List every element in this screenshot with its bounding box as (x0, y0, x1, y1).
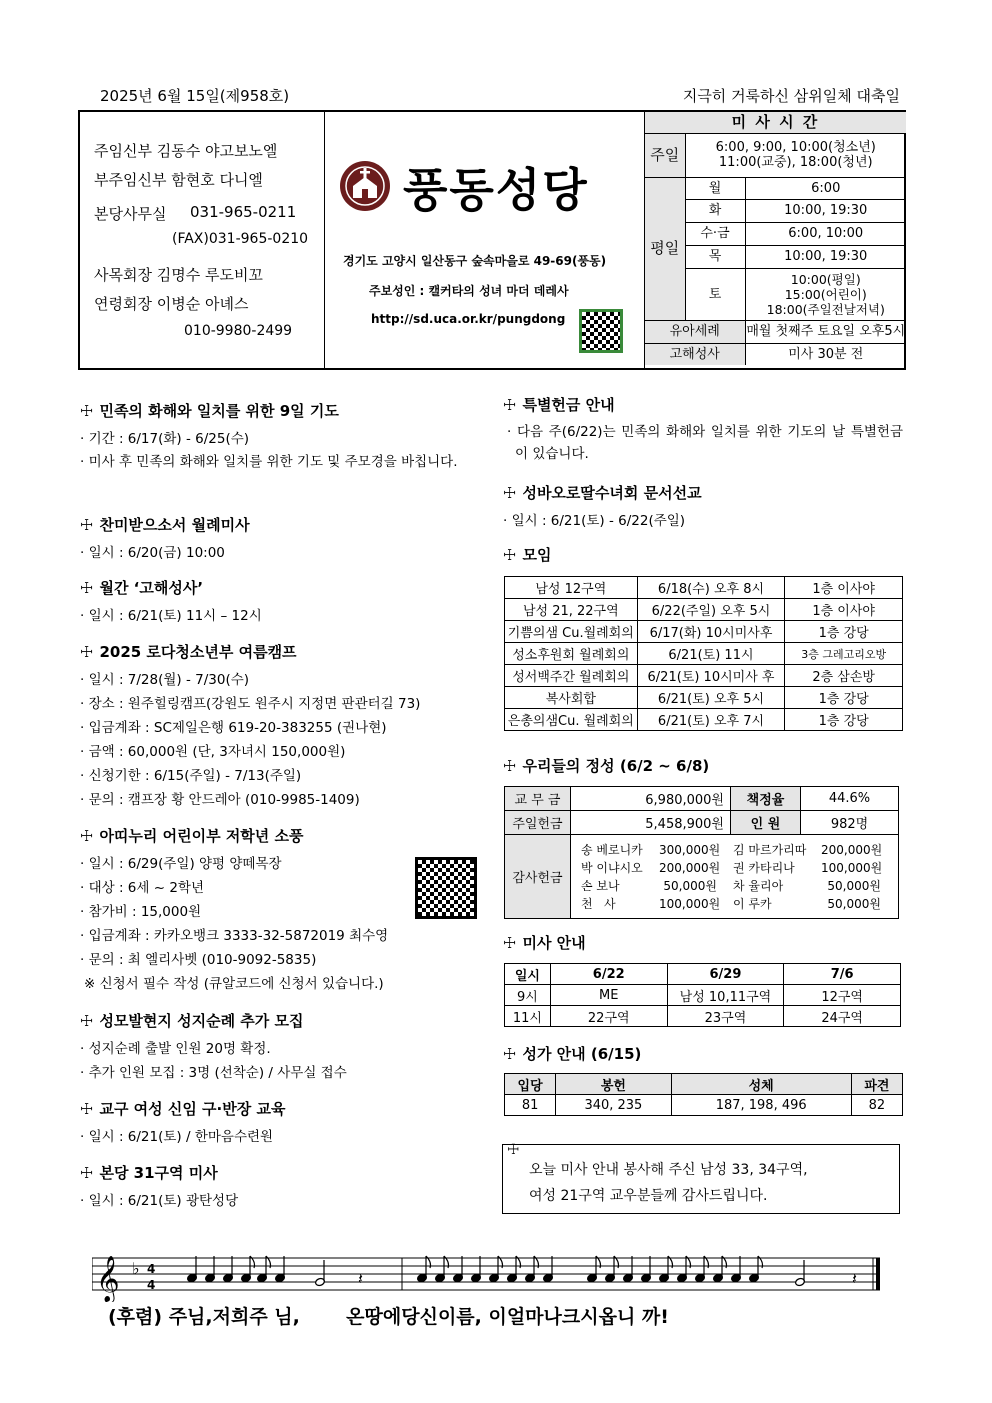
picnic-note: ※ 신청서 필수 작성 (큐알코드에 신청서 있습니다.) (84, 976, 384, 992)
section-prayer-title: ☩ 민족의 화해와 일치를 위한 9일 기도 (80, 402, 339, 420)
table-cell: 187, 198, 496 (671, 1095, 851, 1116)
table-cell: 1층 이사야 (785, 599, 903, 621)
donor-cell: 200,000원 (659, 860, 721, 875)
table-cell: 1층 강당 (785, 621, 903, 643)
mass-guide-table (504, 963, 901, 1027)
table-header-row (505, 1074, 903, 1095)
thanks-box (502, 1144, 900, 1214)
section-confession-title: ☩ 월간 ‘고해성사’ (80, 579, 204, 597)
cross-icon: ☩ (503, 757, 517, 775)
donor-cell: 100,000원 (821, 860, 883, 875)
table-row (505, 665, 903, 687)
cross-icon: ☩ (80, 643, 94, 661)
table-cell: 6/17(화) 10시미사후 (637, 621, 785, 643)
table-cell: 남성 10,11구역 (667, 985, 784, 1006)
table-row (505, 709, 903, 731)
picnic-qr-code-icon[interactable] (415, 857, 477, 919)
donor-cell: 100,000원 (659, 896, 721, 911)
sunday-times-2: 11:00(교중), 18:00(청년) (718, 155, 873, 170)
sunday-times (685, 133, 906, 177)
training-date: · 일시 : 6/21(토) / 한마음수련원 (80, 1129, 274, 1145)
table-header-cell: 일시 (505, 964, 551, 985)
feast-title: 지극히 거룩하신 삼위일체 대축일 (682, 87, 900, 105)
table-row (505, 1095, 903, 1116)
camp-account: · 입금계좌 : SC제일은행 619-20-383255 (권나현) (80, 720, 387, 736)
section-mass-guide-title: ☩ 미사 안내 (503, 934, 586, 952)
weekday-thu-time: 10:00, 19:30 (745, 245, 906, 268)
church-logo-icon (339, 160, 391, 212)
section-pilgrimage (80, 1010, 490, 1085)
tithe-label: 교 무 금 (505, 787, 571, 811)
prayer-period: · 기간 : 6/17(화) - 6/25(수) (80, 431, 250, 447)
section-special-offering-title: ☩ 특별헌금 안내 (503, 396, 615, 414)
thanks-line-1: 오늘 미사 안내 봉사해 주신 남성 33, 34구역, (529, 1162, 808, 1178)
section-offerings-title: ☩ 우리들의 정성 (6/2 ~ 6/8) (503, 757, 710, 775)
donor-cell: 200,000원 (821, 842, 883, 857)
table-cell: 기쁨의샘 Cu.월례회의 (505, 621, 638, 643)
cross-icon: ☩ (80, 1100, 94, 1118)
table-cell: 남성 21, 22구역 (505, 599, 638, 621)
district-mass-date: · 일시 : 6/21(토) 광탄성당 (80, 1193, 239, 1209)
office-label: 본당사무실 (94, 205, 167, 223)
cross-icon: ☩ (503, 1045, 517, 1063)
section-daughters-st-paul (503, 482, 903, 533)
camp-place: · 장소 : 원주힐링캠프(강원도 원주시 지정면 판관터길 73) (80, 696, 421, 712)
office-tel: 031-965-0211 (190, 203, 297, 221)
table-row (505, 577, 903, 599)
donor-cell: 50,000원 (827, 896, 881, 911)
camp-date: · 일시 : 7/28(월) - 7/30(수) (80, 672, 250, 688)
thanks-line-2: 여성 21구역 교우분들께 감사드립니다. (529, 1188, 768, 1204)
staff-info (80, 112, 325, 368)
header-box (78, 110, 906, 370)
parish-url: http://sd.uca.or.kr/pungdong (371, 312, 566, 326)
federation-president: 연령회장 이병순 아녜스 (94, 295, 249, 313)
mass-times-panel (645, 112, 906, 368)
parish-info (325, 112, 645, 368)
table-row (505, 621, 903, 643)
music-lyrics: (후렴) 주님,저희주 님, 온땅에당신이름, 이얼마나크시옵니 까! (108, 1306, 669, 1328)
donor-cell: 손 보나 (581, 878, 620, 893)
thanks-offering-label: 감사헌금 (505, 835, 571, 919)
weekday-wed-fri: 수·금 (685, 222, 745, 245)
svg-text:4: 4 (147, 1278, 156, 1292)
weekday-sat-times (745, 268, 906, 320)
cross-icon: ☩ (503, 396, 517, 414)
weekday-tue-time: 10:00, 19:30 (745, 199, 906, 222)
section-district-mass-title: ☩ 본당 31구역 미사 (80, 1164, 218, 1182)
table-cell: 11시 (505, 1006, 551, 1027)
svg-text:4: 4 (147, 1262, 156, 1276)
council-president: 사목회장 김명수 루도비꼬 (94, 266, 263, 284)
weekday-mon: 월 (685, 177, 745, 199)
thanks-cross-icon: ☩ (507, 1142, 520, 1158)
table-row (505, 687, 903, 709)
donor-row (581, 859, 888, 877)
donor-list (571, 835, 899, 919)
table-cell: 1층 강당 (785, 709, 903, 731)
table-header-cell: 봉헌 (556, 1074, 671, 1095)
weekday-thu: 목 (685, 245, 745, 268)
donor-row (581, 841, 888, 859)
cross-icon: ☩ (503, 934, 517, 952)
table-header-row (505, 964, 901, 985)
meetings-table (504, 576, 903, 731)
pilgrimage-confirmed: · 성지순례 출발 인원 20명 확정. (80, 1041, 271, 1057)
section-hymns-title: ☩ 성가 안내 (6/15) (503, 1045, 642, 1063)
confession-label: 고해성사 (645, 343, 745, 365)
sunday-offering-value: 5,458,900원 (571, 811, 731, 835)
donor-cell: 300,000원 (659, 842, 721, 857)
section-training (80, 1098, 490, 1149)
table-cell: 복사회합 (505, 687, 638, 709)
table-cell: 6/21(토) 11시 (637, 643, 785, 665)
table-cell: 6/21(토) 오후 7시 (637, 709, 785, 731)
sunday-offering-label: 주일헌금 (505, 811, 571, 835)
pastor: 주임신부 김동수 야고보노엘 (94, 142, 278, 160)
section-meetings-title: ☩ 모임 (503, 546, 552, 564)
cross-icon: ☩ (80, 579, 94, 597)
picnic-fee: · 참가비 : 15,000원 (80, 904, 202, 920)
cross-icon: ☩ (80, 402, 94, 420)
daughters-date: · 일시 : 6/21(토) - 6/22(주일) (503, 513, 686, 529)
donor-row (581, 877, 888, 895)
picnic-target: · 대상 : 6세 ~ 2학년 (80, 880, 204, 896)
table-header-cell: 7/6 (784, 964, 901, 985)
mass-times-table (645, 112, 906, 365)
section-laudato-title: ☩ 찬미받으소서 월례미사 (80, 516, 250, 534)
table-cell: 82 (851, 1095, 902, 1116)
camp-contact: · 문의 : 캠프장 황 안드레아 (010-9985-1409) (80, 792, 360, 808)
cross-icon: ☩ (80, 516, 94, 534)
weekday-tue: 화 (685, 199, 745, 222)
sat-time-2: 15:00(어린이) (784, 286, 867, 302)
baptism-time: 매월 첫째주 토요일 오후5시 (745, 320, 906, 343)
rest-icon: 𝄽 (852, 1269, 857, 1288)
table-cell: 24구역 (784, 1006, 901, 1027)
rest-icon: 𝄽 (358, 1269, 363, 1288)
staff-notation (92, 1250, 882, 1302)
donor-cell: 50,000원 (663, 878, 717, 893)
laudato-date: · 일시 : 6/20(금) 10:00 (80, 545, 225, 561)
table-cell: 성서백주간 월례회의 (505, 665, 638, 687)
rate-label: 책정율 (731, 787, 801, 811)
office-fax: (FAX)031-965-0210 (172, 231, 309, 247)
section-special-offering (503, 394, 903, 465)
federation-tel: 010-9980-2499 (184, 323, 293, 339)
svg-text:𝄞: 𝄞 (96, 1256, 120, 1302)
top-line (80, 82, 906, 110)
donor-cell: 천 사 (581, 896, 616, 911)
table-header-cell: 6/22 (550, 964, 667, 985)
qr-code-icon[interactable] (579, 309, 623, 353)
weekday-sat: 토 (685, 268, 745, 320)
table-cell: 6/22(주일) 오후 5시 (637, 599, 785, 621)
weekday-label: 평일 (645, 177, 685, 320)
table-row (505, 1006, 901, 1027)
cross-icon: ☩ (503, 546, 517, 564)
sunday-label: 주일 (645, 133, 685, 177)
table-cell: 1층 이사야 (785, 577, 903, 599)
table-cell: 1층 강당 (785, 687, 903, 709)
table-cell: 남성 12구역 (505, 577, 638, 599)
table-cell: 22구역 (550, 1006, 667, 1027)
cross-icon: ☩ (80, 827, 94, 845)
sat-time-3: 18:00(주일전날저녁) (766, 301, 885, 317)
donor-cell: 김 마르가리따 (733, 842, 807, 857)
sunday-times-1: 6:00, 9:00, 10:00(청소년) (715, 140, 876, 155)
section-prayer (80, 400, 490, 473)
donor-cell: 차 율리아 (733, 878, 784, 893)
confession-time: 미사 30분 전 (745, 343, 906, 365)
weekday-mon-time: 6:00 (745, 177, 906, 199)
section-camp (80, 641, 490, 812)
table-cell: 2층 삼손방 (785, 665, 903, 687)
offerings-table (504, 786, 899, 919)
camp-fee: · 금액 : 60,000원 (단, 3자녀시 150,000원) (80, 744, 346, 760)
table-cell: 81 (505, 1095, 556, 1116)
donor-cell: 권 카타리나 (733, 860, 795, 875)
table-header-cell: 6/29 (667, 964, 784, 985)
section-offerings (503, 755, 903, 782)
section-hymns (503, 1043, 903, 1070)
section-laudato (80, 514, 490, 565)
table-cell: 6/21(토) 오후 5시 (637, 687, 785, 709)
table-header-cell: 파견 (851, 1074, 902, 1095)
section-daughters-title: ☩ 성바오로딸수녀회 문서선교 (503, 484, 702, 502)
camp-deadline: · 신청기한 : 6/15(주일) - 7/13(주일) (80, 768, 302, 784)
section-mass-guide (503, 932, 903, 959)
donor-cell: 50,000원 (827, 878, 881, 893)
donor-row (581, 895, 888, 913)
table-header-cell: 입당 (505, 1074, 556, 1095)
parish-address: 경기도 고양시 일산동구 숲속마을로 49-69(풍동) (343, 254, 607, 268)
parish-name: 풍동성당 (403, 163, 589, 217)
section-pilgrimage-title: ☩ 성모발현지 성지순례 추가 모집 (80, 1012, 304, 1030)
patron-saint: 주보성인 : 캘커타의 성녀 마더 데레사 (369, 284, 569, 298)
donor-cell: 박 이냐시오 (581, 860, 643, 875)
cross-icon: ☩ (503, 484, 517, 502)
section-training-title: ☩ 교구 여성 신임 구·반장 교육 (80, 1100, 286, 1118)
table-header-cell: 성체 (671, 1074, 851, 1095)
table-row (505, 985, 901, 1006)
pilgrimage-recruit: · 추가 인원 모집 : 3명 (선착순) / 사무실 접수 (80, 1065, 347, 1081)
confession-date: · 일시 : 6/21(토) 11시 – 12시 (80, 608, 262, 624)
issue-date: 2025년 6월 15일(제958호) (100, 87, 290, 105)
table-cell: 6/21(토) 10시미사 후 (637, 665, 785, 687)
attendance-value: 982명 (801, 811, 899, 835)
assistant-pastor: 부주임신부 함현호 다니엘 (94, 171, 263, 189)
table-cell: 3층 그레고리오방 (785, 643, 903, 665)
picnic-date: · 일시 : 6/29(주일) 양평 양떼목장 (80, 856, 282, 872)
table-cell: ME (550, 985, 667, 1006)
section-meetings (503, 544, 903, 571)
sat-time-1: 10:00(평일) (790, 271, 861, 287)
donor-cell: 이 루카 (733, 896, 772, 911)
section-confession (80, 577, 490, 628)
cross-icon: ☩ (80, 1012, 94, 1030)
table-cell: 은총의샘Cu. 월례회의 (505, 709, 638, 731)
attendance-label: 인 원 (731, 811, 801, 835)
tithe-value: 6,980,000원 (571, 787, 731, 811)
picnic-contact: · 문의 : 최 엘리사벳 (010-9092-5835) (80, 952, 317, 968)
baptism-label: 유아세례 (645, 320, 745, 343)
svg-text:♭: ♭ (132, 1259, 140, 1278)
mass-times-title: 미 사 시 간 (645, 112, 906, 133)
rate-value: 44.6% (801, 787, 899, 811)
special-offering-desc: · 다음 주(6/22)는 민족의 화해와 일치를 위한 기도의 날 특별헌금이 있습니다. (507, 424, 903, 462)
cross-icon: ☩ (80, 1164, 94, 1182)
table-row (505, 643, 903, 665)
donor-cell: 송 베로니카 (581, 842, 643, 857)
music-staff (92, 1250, 882, 1302)
section-camp-title: ☩ 2025 로다청소년부 여름캠프 (80, 643, 297, 661)
table-cell: 23구역 (667, 1006, 784, 1027)
table-cell: 340, 235 (556, 1095, 671, 1116)
table-cell: 9시 (505, 985, 551, 1006)
table-row (505, 599, 903, 621)
table-cell: 성소후원회 월례회의 (505, 643, 638, 665)
section-picnic-title: ☩ 아띠누리 어린이부 저학년 소풍 (80, 827, 304, 845)
weekday-wed-fri-time: 6:00, 10:00 (745, 222, 906, 245)
table-cell: 12구역 (784, 985, 901, 1006)
hymns-table (504, 1073, 903, 1116)
picnic-account: · 입금계좌 : 카카오뱅크 3333-32-5872019 최수영 (80, 928, 389, 944)
section-district-mass (80, 1162, 490, 1213)
prayer-desc: · 미사 후 민족의 화해와 일치를 위한 기도 및 주모경을 바칩니다. (80, 454, 458, 470)
table-cell: 6/18(수) 오후 8시 (637, 577, 785, 599)
